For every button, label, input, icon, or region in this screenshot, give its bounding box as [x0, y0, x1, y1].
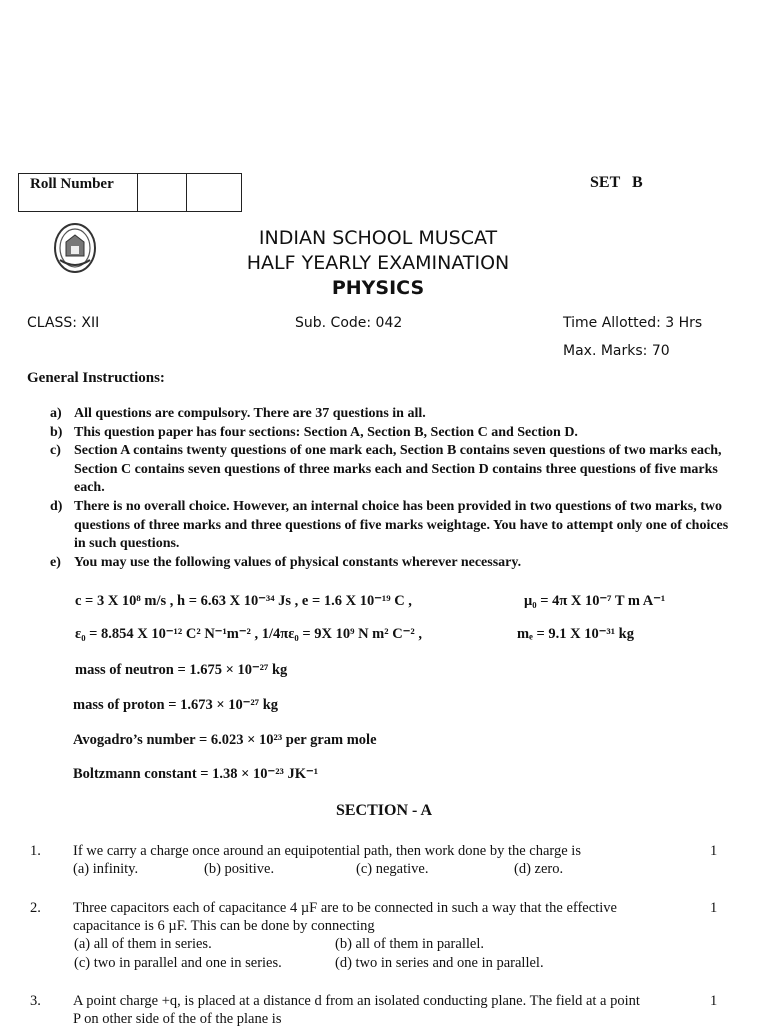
question-marks: 1 — [710, 993, 718, 1009]
roll-number-box — [18, 173, 242, 212]
instruction-item — [50, 442, 740, 498]
constants-line-2: ε₀ = 8.854 X 10⁻¹² C² N⁻¹m⁻² , 1/4πε₀ = 9X 10⁹ N m² C⁻² , — [75, 626, 422, 642]
option-b: (b) positive. — [204, 861, 275, 877]
instruction-item — [50, 405, 740, 424]
instruction-text: This question paper has four sections: Section A, Section B, Section C and Section D. — [74, 424, 578, 440]
roll-number-cell[interactable] — [187, 174, 241, 211]
constant-avogadro: Avogadro’s number = 6.023 × 10²³ per gram mole — [73, 732, 377, 748]
exam-name: HALF YEARLY EXAMINATION — [246, 252, 510, 274]
constant-mu0: μ₀ = 4π X 10⁻⁷ T m A⁻¹ — [524, 593, 666, 609]
instruction-text: All questions are compulsory. There are 37 questions in all. — [74, 406, 426, 421]
instruction-item — [50, 424, 740, 443]
question-number: 3. — [30, 993, 41, 1009]
question-text-cont: P on other side of the of the plane is — [73, 1011, 282, 1027]
question-number: 2. — [30, 900, 41, 916]
instruction-text: You may use the following values of physical constants wherever necessary. — [74, 554, 522, 570]
constant-neutron-mass: mass of neutron = 1.675 × 10⁻²⁷ kg — [75, 662, 288, 678]
instruction-item — [50, 498, 740, 554]
option-c: (c) two in parallel and one in series. — [74, 955, 282, 971]
instruction-label: e) — [50, 554, 61, 570]
roll-number-label: Roll Number — [19, 174, 138, 211]
instruction-item — [50, 554, 740, 573]
option-d: (d) two in series and one in parallel. — [335, 955, 544, 971]
set-label: SET B — [590, 174, 643, 191]
instruction-label: c) — [50, 443, 61, 459]
constant-electron-mass: mₑ = 9.1 X 10⁻³¹ kg — [517, 626, 634, 642]
instruction-label: a) — [50, 406, 62, 421]
max-marks-label: Max. Marks: 70 — [563, 343, 670, 359]
instruction-label: b) — [50, 424, 63, 440]
question-text: A point charge +q, is placed at a distance d from an isolated conducting plane. The field at a point — [73, 993, 640, 1009]
question-marks: 1 — [710, 843, 718, 859]
question-number: 1. — [30, 843, 41, 859]
question-marks: 1 — [710, 900, 718, 916]
question-text-cont: capacitance is 6 µF. This can be done by connecting — [73, 918, 375, 934]
sub-code-label: Sub. Code: 042 — [295, 315, 403, 331]
option-c: (c) negative. — [356, 861, 429, 877]
question-text: If we carry a charge once around an equipotential path, then work done by the charge is — [73, 843, 581, 859]
school-name: INDIAN SCHOOL MUSCAT — [258, 227, 498, 249]
constant-boltzmann: Boltzmann constant = 1.38 × 10⁻²³ JK⁻¹ — [73, 766, 319, 782]
subject-name: PHYSICS — [331, 277, 425, 299]
option-d: (d) zero. — [514, 861, 564, 877]
section-title: SECTION - A — [335, 802, 433, 819]
question-text: Three capacitors each of capacitance 4 µF are to be connected in such a way that the effective — [73, 900, 617, 916]
option-a: (a) all of them in series. — [74, 936, 212, 952]
roll-number-cell[interactable] — [139, 174, 187, 211]
instructions-list — [50, 405, 740, 572]
instruction-text: Section A contains twenty questions of one mark each, Section B contains seven questions of two marks each, Section C contains seven questions of three marks each and Section D contains three questions of five marks each. — [74, 443, 722, 496]
time-allotted-label: Time Allotted: 3 Hrs — [563, 315, 703, 331]
instruction-label: d) — [50, 498, 63, 514]
option-a: (a) infinity. — [73, 861, 139, 877]
constant-proton-mass: mass of proton = 1.673 × 10⁻²⁷ kg — [73, 697, 279, 713]
class-label: CLASS: XII — [27, 315, 100, 331]
instruction-text: There is no overall choice. However, an internal choice has been provided in two questions of two marks, two questions of three marks and three questions of five marks weightage. You have to attempt only one of choices in such questions. — [74, 498, 729, 552]
option-b: (b) all of them in parallel. — [335, 936, 484, 952]
constants-line-1: c = 3 X 10⁸ m/s , h = 6.63 X 10⁻³⁴ Js , e = 1.6 X 10⁻¹⁹ C , — [75, 593, 412, 609]
general-instructions-title: General Instructions: — [27, 370, 165, 386]
